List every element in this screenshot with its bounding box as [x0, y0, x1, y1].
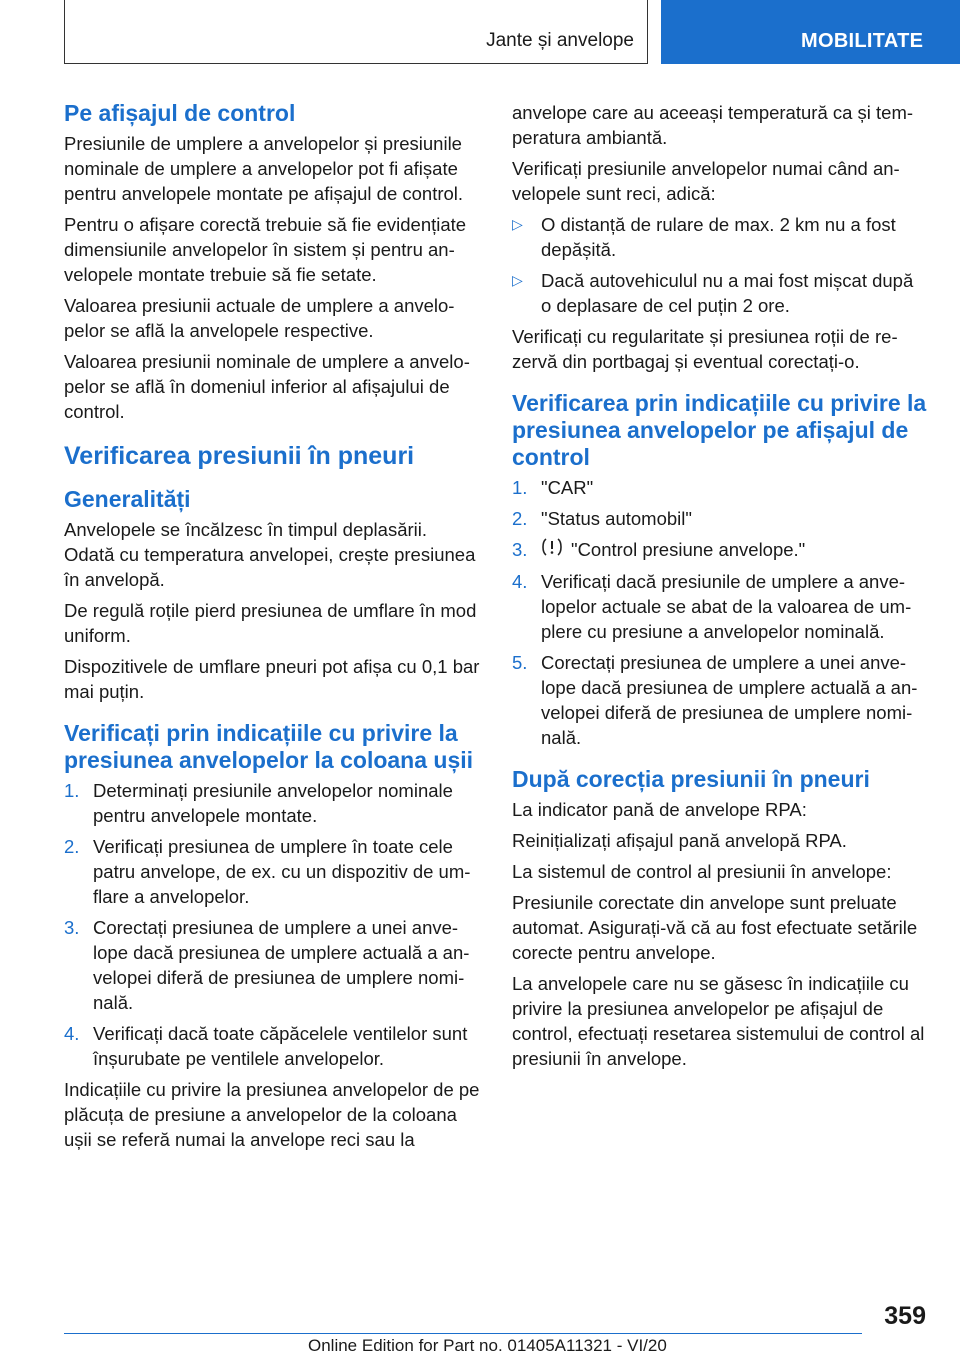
paragraph: La sistemul de control al presiunii în anvelope:: [512, 860, 892, 882]
list-item: [512, 506, 928, 531]
step-text: Verificați dacă toate căpăcelele ventilelor sunt înșurubate pe ventilele anvelopelor.: [93, 1023, 468, 1069]
heading-after-correction: După corecția presiunii în pneuri: [512, 765, 870, 792]
paragraph: Presiunile corectate din anvelope sunt preluate automat. Asigurați-vă că au fost efectuate setările corecte pentru anvelope.: [512, 891, 918, 963]
heading-display: Pe afișajul de control: [64, 100, 296, 126]
list-item: [512, 569, 928, 644]
step-number: 3.: [64, 917, 80, 938]
paragraph: Reinițializați afișajul pană anvelopă RPA.: [512, 829, 847, 851]
list-item: [64, 778, 480, 828]
step-text: "Control presiune anvelope.": [571, 539, 806, 560]
paragraph: Valoarea presiunii nominale de umplere a anvelopelor se află în domeniul inferior al afișajului de control.: [64, 351, 470, 422]
list-item: [512, 537, 928, 563]
paragraph: Verificați cu regularitate și presiunea roții de rezervă din portbagaj și eventual corectați-o.: [512, 326, 898, 372]
paragraph: Valoarea presiunii actuale de umplere a anvelopelor se află la anvelopele respective.: [64, 295, 455, 341]
paragraph: anvelope care au aceeași temperatură ca și temperatura ambiantă.: [512, 102, 914, 148]
step-text: Determinați presiunile anvelopelor nominale pentru anvelopele montate.: [93, 780, 453, 826]
footer-divider: [64, 1333, 862, 1334]
triangle-bullet-icon: ▷: [512, 272, 523, 288]
step-number: 2.: [64, 836, 80, 857]
list-item: [512, 650, 928, 750]
step-number: 4.: [512, 570, 528, 592]
step-number: 3.: [512, 539, 528, 560]
step-number: 1.: [512, 477, 528, 498]
triangle-bullet-icon: ▷: [512, 216, 523, 232]
heading-display-check: Verificarea prin indicațiile cu privire la presiunea anvelopelor pe afișajul de control: [512, 390, 927, 470]
chapter-label: MOBILITATE: [801, 30, 924, 52]
list-item: [512, 475, 928, 500]
paragraph: Presiunile de umplere a anvelopelor și presiunile nominale de umplere a anvelopelor pot fi afișate pentru anvelopele montate pe afișajul de control.: [64, 133, 464, 204]
list-item: [512, 212, 928, 262]
heading-door-pillar: Verificați prin indicațiile cu privire la presiunea anvelopelor la coloana ușii: [64, 720, 474, 773]
step-text: Corectați presiunea de umplere a unei anvelope dacă presiunea de umplere actuală a anvelopei diferă de presiunea de umplere nominală.: [541, 651, 918, 748]
step-text: "CAR": [541, 477, 594, 498]
step-number: 5.: [512, 651, 528, 673]
step-text: Verificați presiunea de umplere în toate cele patru anvelope, de ex. cu un dispozitiv de umflare a anvelopelor.: [93, 836, 471, 907]
header-chapter-tab[interactable]: [661, 0, 960, 64]
left-column: [64, 100, 480, 1158]
step-number: 4.: [64, 1023, 80, 1044]
paragraph: Pentru o afișare corectă trebuie să fie evidențiate dimensiunile anvelopelor în sistem și pentru anvelopele montate trebuie să fie setate.: [64, 214, 467, 285]
step-number: 1.: [64, 780, 80, 801]
heading-general: Generalități: [64, 486, 191, 512]
steps-list-display: [512, 475, 928, 750]
paragraph: De regulă roțile pierd presiunea de umflare în mod uniform.: [64, 600, 477, 646]
step-text: Corectați presiunea de umplere a unei anvelope dacă presiunea de umplere actuală a anvelopei diferă de presiunea de umplere nominală.: [93, 917, 470, 1013]
bullet-text: Dacă autovehiculul nu a mai fost mișcat după o deplasare de cel puțin 2 ore.: [541, 270, 914, 316]
paragraph: Verificați presiunile anvelopelor numai când anvelopele sunt reci, adică:: [512, 158, 900, 204]
step-text: "Status automobil": [541, 508, 692, 529]
edition-text: Online Edition for Part no. 01405A11321 - VI/20: [308, 1336, 667, 1355]
paragraph: La anvelopele care nu se găsesc în indicațiile cu privire la presiunea anvelopelor pe afișajul de control, efectuați resetarea sistemului de control al presiunii în anvelope.: [512, 972, 925, 1069]
bullet-text: O distanță de rulare de max. 2 km nu a fost depășită.: [541, 214, 896, 260]
bullet-list: [512, 212, 928, 318]
list-item: [64, 915, 480, 1015]
step-number: 2.: [512, 508, 528, 529]
header-section-title: Jante și anvelope: [486, 30, 634, 51]
paragraph: La indicator pană de anvelope RPA:: [512, 798, 807, 820]
list-item: [64, 834, 480, 909]
paragraph: Anvelopele se încălzesc în timpul deplasării. Odată cu temperatura anvelopei, crește presiunea în anvelopă.: [64, 519, 476, 590]
tire-pressure-warning-icon: [541, 537, 563, 563]
list-item: [64, 1021, 480, 1071]
heading-check-pressure: Verificarea presiunii în pneuri: [64, 442, 415, 470]
page-number: 359: [884, 1302, 926, 1330]
steps-list-door: [64, 778, 480, 1071]
paragraph: Dispozitivele de umflare pneuri pot afișa cu 0,1 bar mai puțin.: [64, 656, 480, 702]
list-item: [512, 268, 928, 318]
paragraph: Indicațiile cu privire la presiunea anvelopelor de pe plăcuța de presiune a anvelopelor de la coloana ușii se referă numai la anvelope reci sau la: [64, 1079, 480, 1150]
right-column: [512, 100, 928, 1077]
step-text: Verificați dacă presiunile de umplere a anvelopelor actuale se abat de la valoarea de umplere cu presiune a anvelopelor nominală.: [541, 570, 912, 642]
